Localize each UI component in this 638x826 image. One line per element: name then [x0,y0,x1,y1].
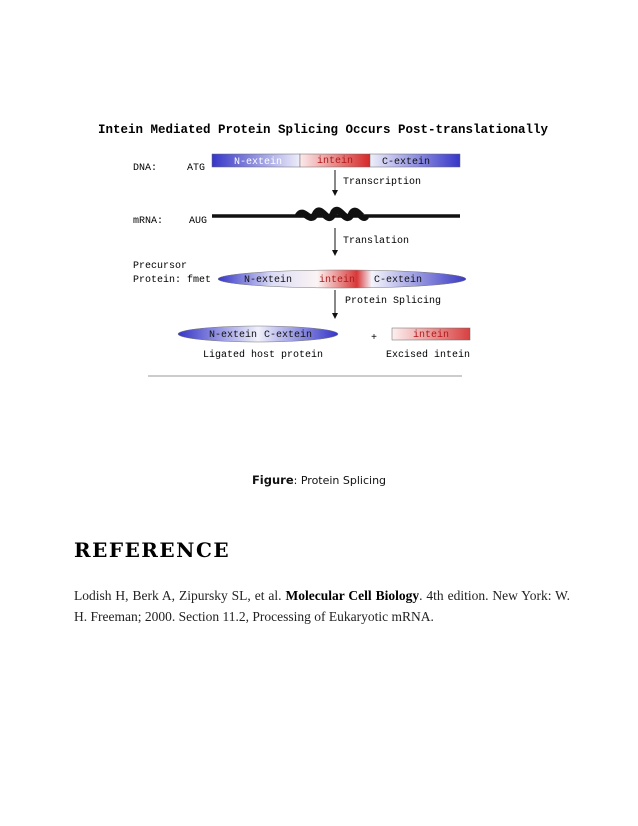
step-transcription: Transcription [343,177,422,188]
dna-start-codon: ATG [187,163,206,174]
mrna-label: mRNA: [133,216,164,227]
excised-intein-segment-label: intein [412,330,450,341]
reference-heading: REFERENCE [74,538,231,562]
ligated-host-protein-bar [178,326,338,342]
citation-publication-details: . 4th edition. New York: W. H. Freeman; 2000. Section 11.2, Processing of Eukaryotic mRNA. [74,588,571,624]
figure-caption [0,473,638,487]
ligated-host-protein-label: Ligated host protein [202,350,324,361]
ligated-c-extein-label: C-extein [263,330,313,341]
dna-n-extein-label: N-extein [233,157,283,168]
precursor-c-extein-label: C-extein [373,275,423,286]
ligated-n-extein-label: N-extein [208,330,258,341]
step-translation: Translation [343,236,410,247]
precursor-label-line1: Precursor [133,261,188,272]
excised-intein-label: Excised intein [385,350,471,361]
caption-text: : Protein Splicing [293,474,387,487]
step-protein-splicing: Protein Splicing [345,296,442,307]
dna-intein-label: intein [316,156,354,167]
protein-splicing-figure [0,0,638,400]
precursor-label-line2: Protein: [133,275,182,286]
citation-book-title: Molecular Cell Biology [285,588,420,603]
mrna-strand [212,210,460,217]
precursor-n-extein-label: N-extein [243,275,293,286]
precursor-start-residue: fmet [187,275,212,286]
dna-c-extein-label: C-extein [381,157,431,168]
citation-authors: Lodish H, Berk A, Zipursky SL, et al. [74,588,286,603]
figure-title: Intein Mediated Protein Splicing Occurs Post-translationally [97,123,549,137]
mrna-start-codon: AUG [189,216,208,227]
dna-label: DNA: [133,163,158,174]
precursor-intein-label: intein [318,275,356,286]
reference-citation [74,585,570,627]
caption-prefix: Figure [251,473,294,487]
plus-sign: + [370,333,378,344]
